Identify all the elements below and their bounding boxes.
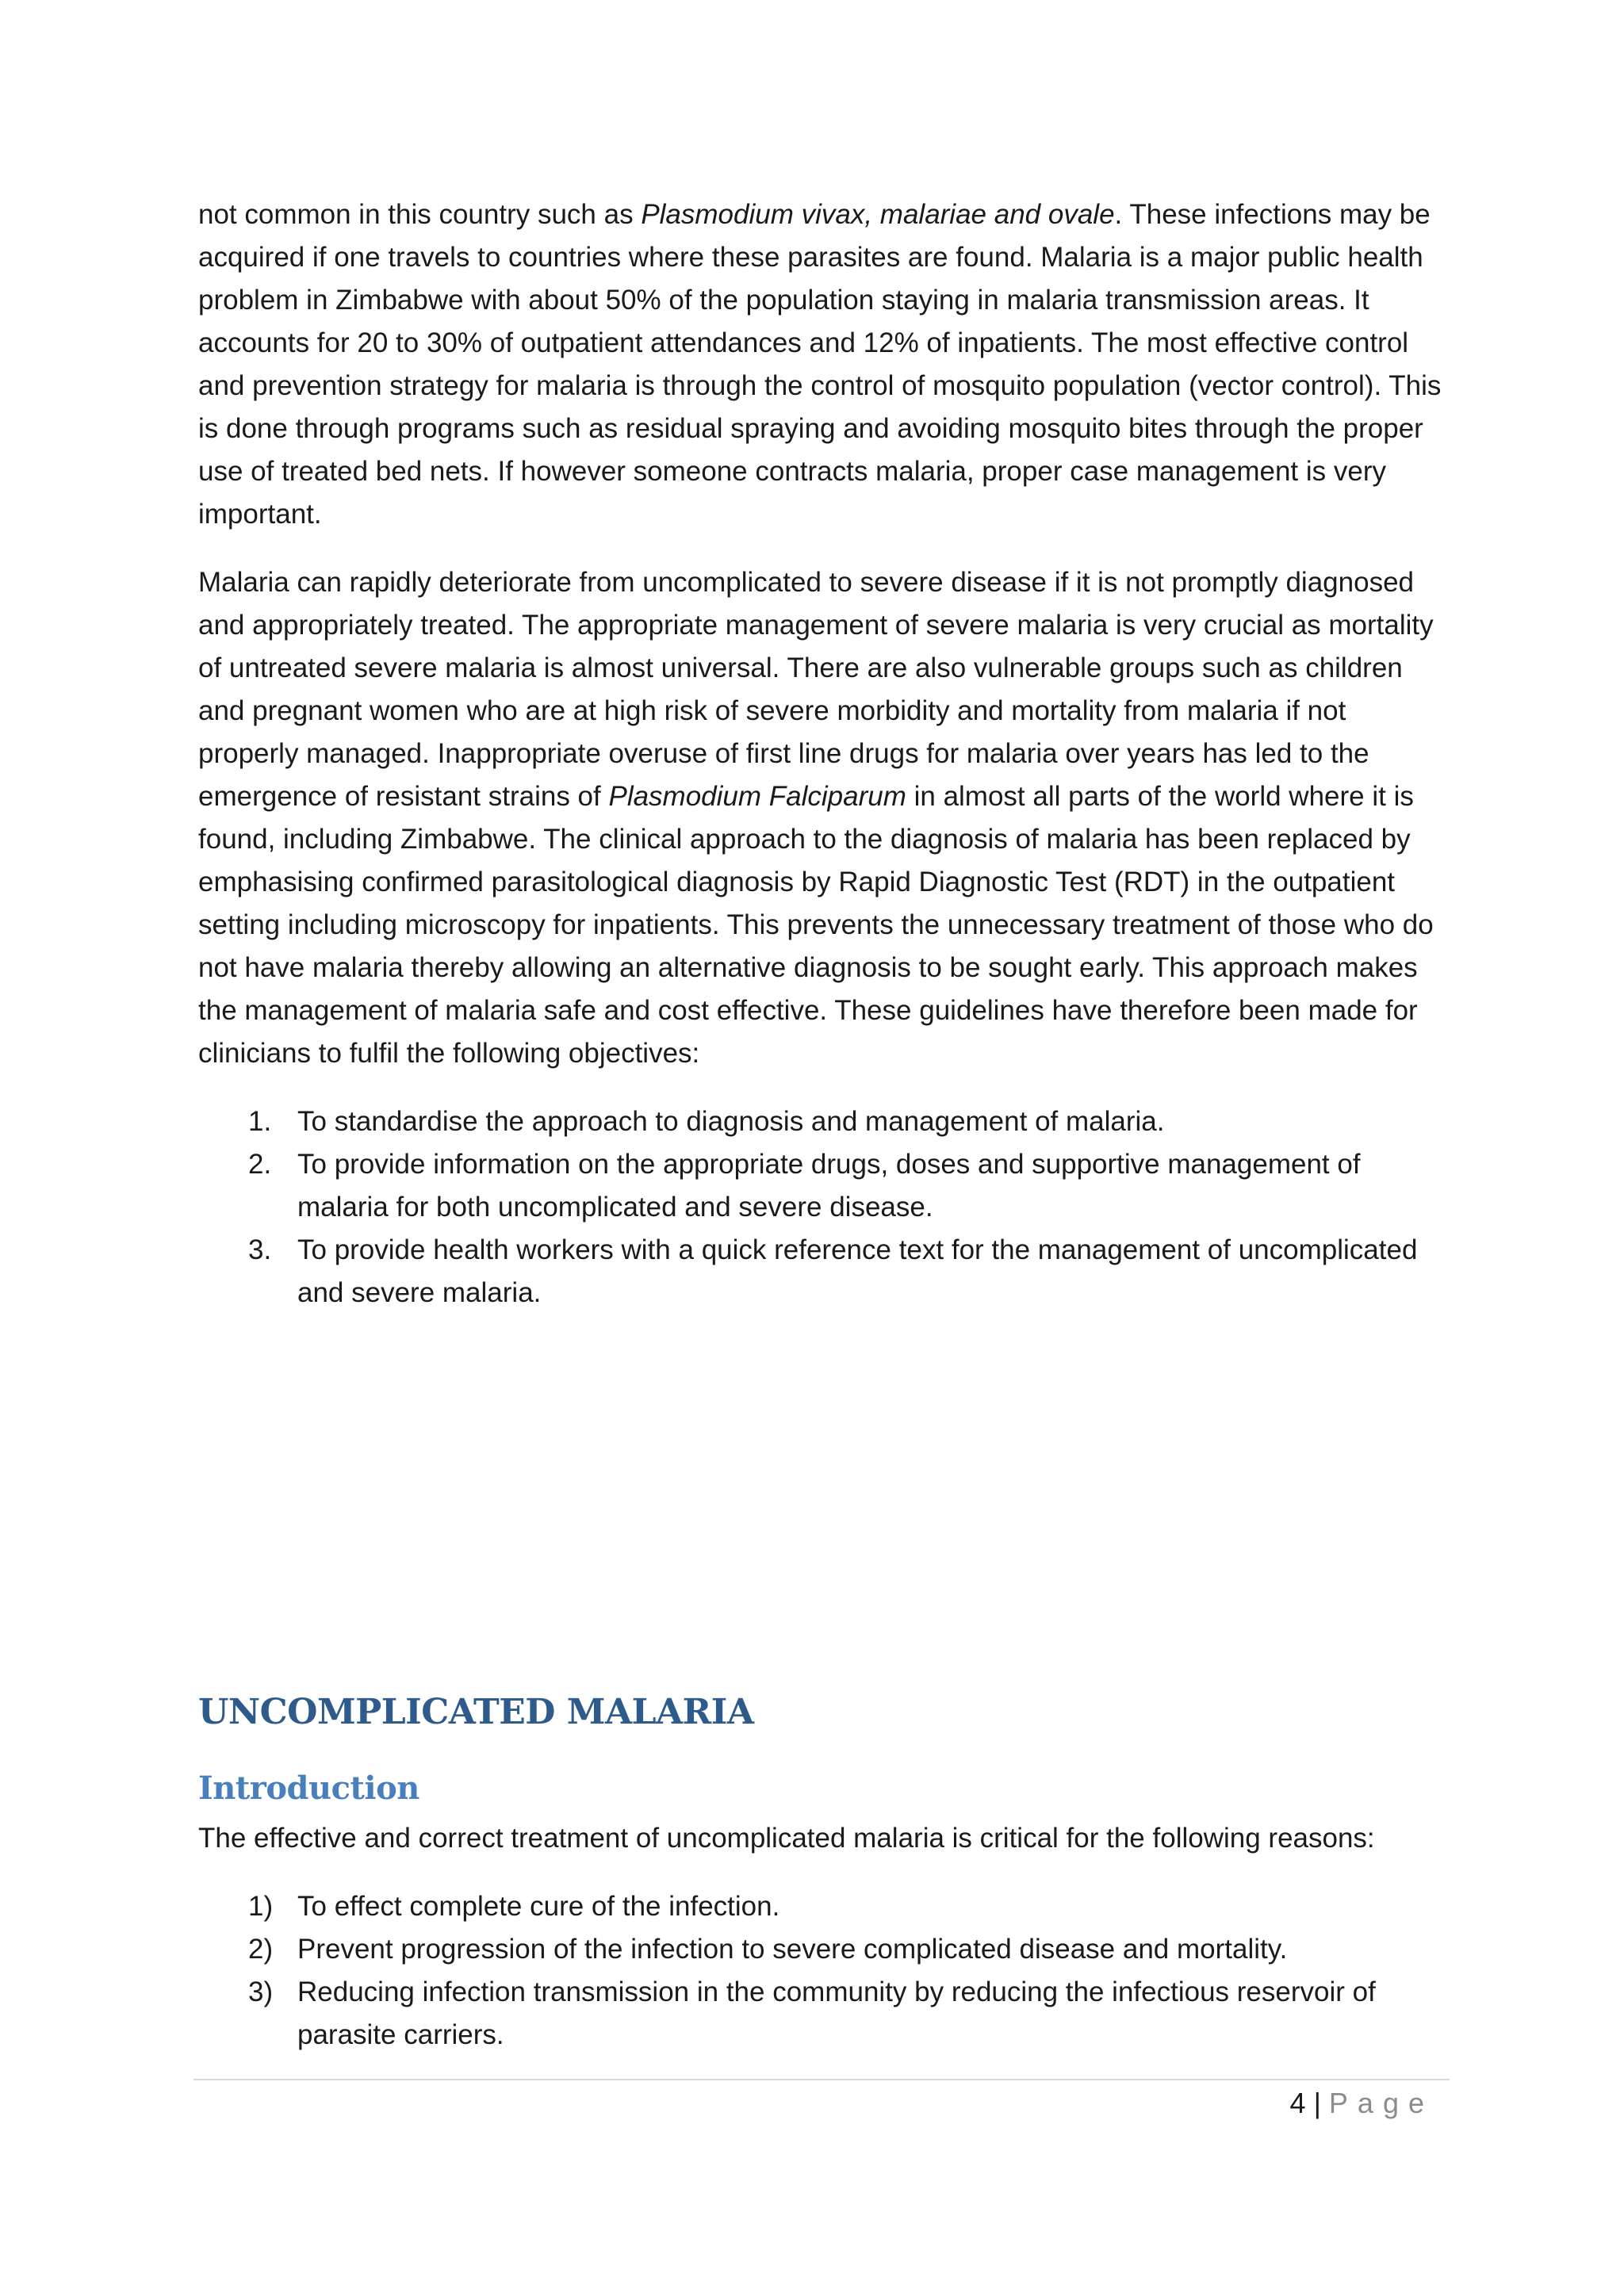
section-intro: The effective and correct treatment of uncomplicated malaria is critical for the following reasons: [198, 1823, 1375, 1854]
list-marker: 1) [248, 1891, 274, 1922]
list-item-text: Reducing infection transmission in the community by reducing the infectious reservoir of parasite carriers. [297, 1976, 1376, 2050]
list-marker: 1. [248, 1106, 272, 1137]
list-marker: 3. [248, 1234, 272, 1265]
paragraph-text: Malaria can rapidly deteriorate from uncomplicated to severe disease if it is not promptly diagnosed and appropriately treated. The appropriate management of severe malaria is very crucial as mortality of untreated severe malaria is almost universal. There are also vulnerable groups such as children and pregnant women who are at high risk of severe morbidity and mortality from malaria if not properly managed. Inappropriate overuse of first line drugs for malaria over years has led to the emergence of resistant strains of [198, 567, 1434, 812]
list-item [248, 1100, 1451, 1143]
species-italic: Plasmodium Falciparum [608, 781, 906, 812]
list-item [248, 1885, 1451, 1928]
paragraph-text: not common in this country such as [198, 199, 642, 230]
species-italic: Plasmodium vivax, malariae and ovale [641, 199, 1115, 230]
paragraph-severity [198, 561, 1451, 1075]
list-marker: 2. [248, 1149, 272, 1180]
page-number: 4 [1289, 2087, 1306, 2119]
objectives-list [198, 1100, 1451, 1314]
footer-separator: | [1313, 2087, 1321, 2119]
list-item [248, 1143, 1451, 1229]
list-item-text: Prevent progression of the infection to severe complicated disease and mortality. [297, 1934, 1288, 1965]
list-item [248, 1229, 1451, 1314]
paragraph-species [198, 193, 1451, 536]
list-marker: 3) [248, 1976, 274, 2007]
page-footer [1290, 2084, 1434, 2123]
list-item [248, 1971, 1451, 2057]
section-heading: UNCOMPLICATED MALARIA [198, 1692, 754, 1732]
page-label: Page [1328, 2087, 1434, 2119]
list-marker: 2) [248, 1934, 274, 1965]
body-text [198, 193, 1451, 1314]
list-item-text: To provide information on the appropriate drugs, doses and supportive management of malaria for both uncomplicated and severe disease. [297, 1149, 1361, 1223]
list-item [248, 1928, 1451, 1971]
list-item-text: To effect complete cure of the infection. [297, 1891, 780, 1922]
list-item-text: To standardise the approach to diagnosis and management of malaria. [297, 1106, 1165, 1137]
list-item-text: To provide health workers with a quick reference text for the management of uncomplicated and severe malaria. [297, 1234, 1418, 1308]
subsection-heading: Introduction [198, 1770, 419, 1807]
section-body [198, 1817, 1451, 2057]
footer-divider [193, 2079, 1450, 2080]
paragraph-text: in almost all parts of the world where it is found, including Zimbabwe. The clinical approach to the diagnosis of malaria has been replaced by emphasising confirmed parasitological diagnosis by Rapid Diagnostic Test (RDT) in the outpatient setting including microscopy for inpatients. This prevents the unnecessary treatment of those who do not have malaria thereby allowing an alternative diagnosis to be sought early. This approach makes the management of malaria safe and cost effective. These guidelines have therefore been made for clinicians to fulfil the following objectives: [198, 781, 1434, 1069]
reasons-list [198, 1885, 1451, 2057]
paragraph-text: . These infections may be acquired if one travels to countries where these parasites are found. Malaria is a major public health problem in Zimbabwe with about 50% of the population staying in malaria transmission areas. It accounts for 20 to 30% of outpatient attendances and 12% of inpatients. The most effective control and prevention strategy for malaria is through the control of mosquito population (vector control). This is done through programs such as residual spraying and avoiding mosquito bites through the proper use of treated bed nets. If however someone contracts malaria, proper case management is very important. [198, 199, 1442, 530]
